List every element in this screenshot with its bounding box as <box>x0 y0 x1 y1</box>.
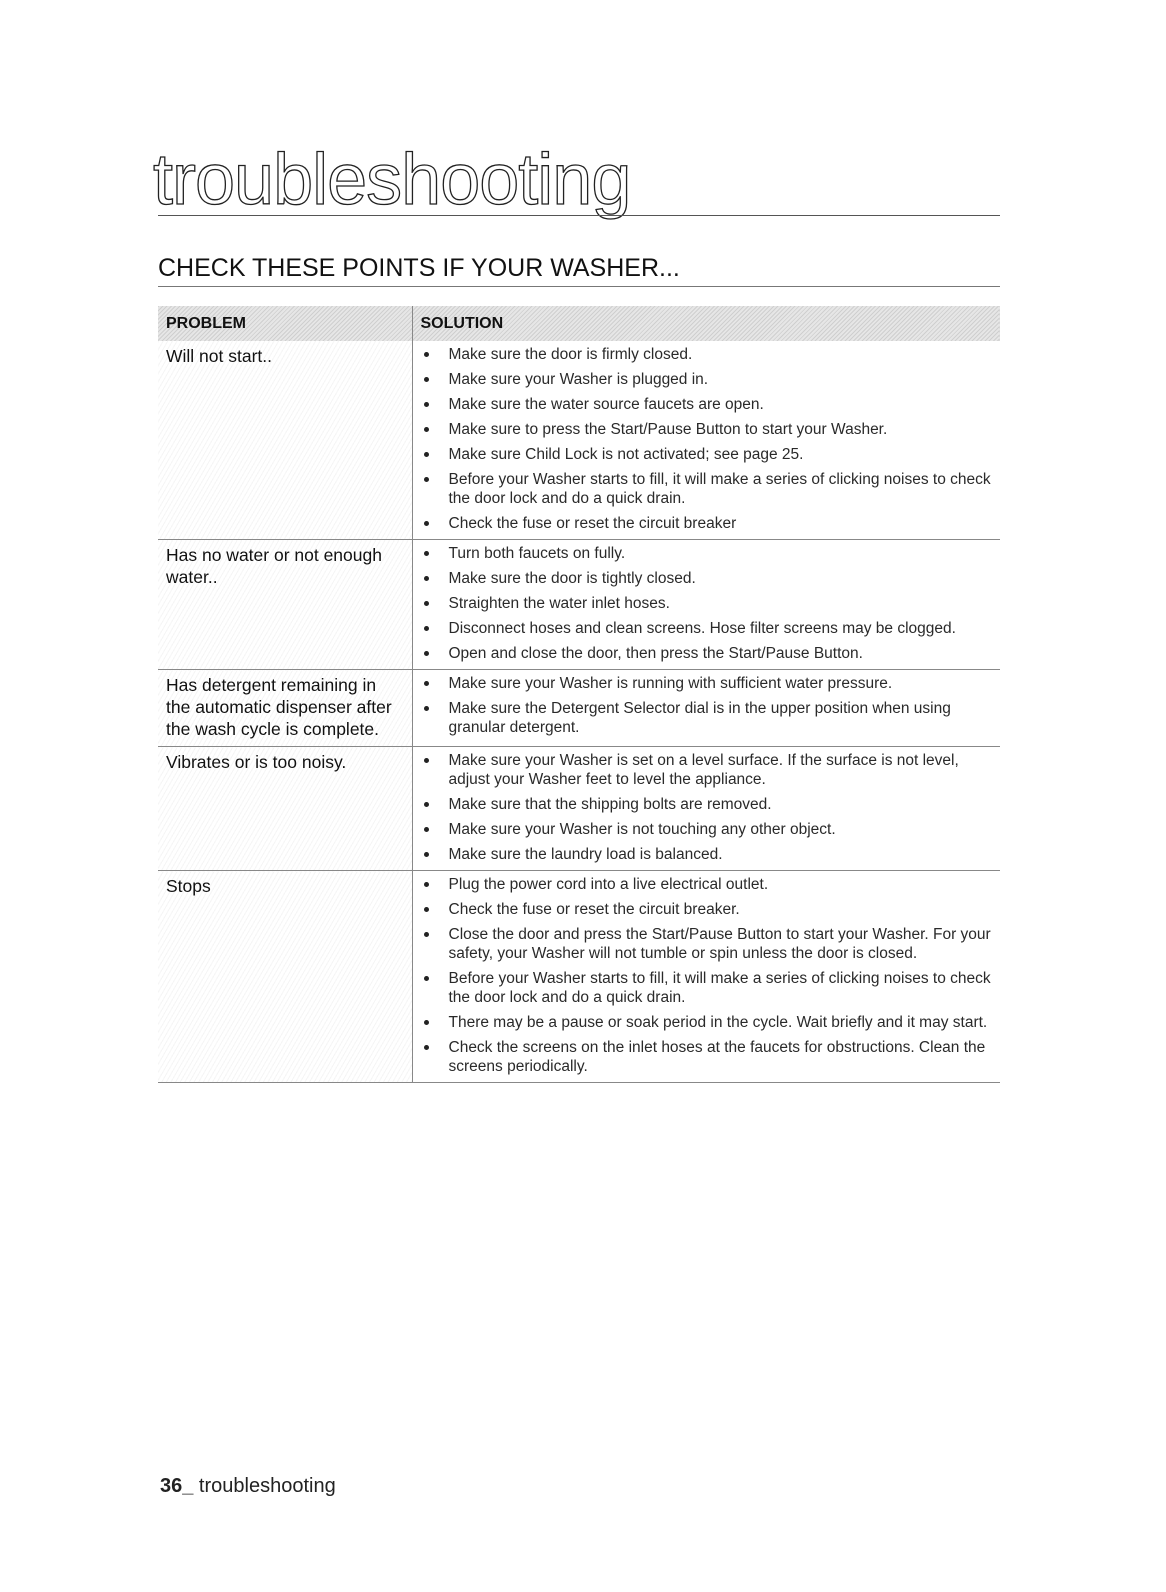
solution-cell <box>412 747 1000 871</box>
table-header-row <box>158 306 1000 341</box>
solution-text: Make sure your Washer is running with sufficient water pressure. <box>448 675 893 692</box>
solution-item <box>413 619 993 638</box>
solution-item <box>413 699 993 737</box>
solution-text: Make sure the door is firmly closed. <box>448 346 693 363</box>
solution-item <box>413 470 993 508</box>
bullet-icon <box>424 706 429 711</box>
solution-text: Make sure to press the Start/Pause Button to start your Washer. <box>448 421 888 438</box>
bullet-icon <box>424 427 429 432</box>
bullet-icon <box>424 626 429 631</box>
solution-item <box>413 420 993 439</box>
bullet-icon <box>424 681 429 686</box>
solution-text: Check the fuse or reset the circuit breaker. <box>448 901 740 918</box>
bullet-icon <box>424 651 429 656</box>
section-heading: CHECK THESE POINTS IF YOUR WASHER... <box>158 254 680 282</box>
solution-item <box>413 925 993 963</box>
solution-item <box>413 1038 993 1076</box>
solution-item <box>413 395 993 414</box>
solution-text: Before your Washer starts to fill, it will make a series of clicking noises to check the door lock and do a quick drain. <box>448 471 991 507</box>
bullet-icon <box>424 601 429 606</box>
footer-section-label: troubleshooting <box>193 1475 336 1497</box>
solution-cell <box>412 670 1000 747</box>
solution-list <box>413 875 993 1076</box>
table-row <box>158 540 1000 670</box>
bullet-icon <box>424 802 429 807</box>
solution-text: Disconnect hoses and clean screens. Hose filter screens may be clogged. <box>448 620 956 637</box>
solution-text: Make sure your Washer is plugged in. <box>448 371 709 388</box>
page-footer <box>160 1475 336 1498</box>
table-row <box>158 871 1000 1083</box>
solution-item <box>413 1013 993 1032</box>
solution-list <box>413 544 993 663</box>
solution-text: Close the door and press the Start/Pause Button to start your Washer. For your safety, your Washer will not tumble or spin unless the door is closed. <box>448 926 991 962</box>
bullet-icon <box>424 576 429 581</box>
solution-text: Turn both faucets on fully. <box>448 545 626 562</box>
solution-text: Open and close the door, then press the Start/Pause Button. <box>448 645 863 662</box>
problem-column-header: PROBLEM <box>158 306 412 341</box>
page-title: troubleshooting <box>153 140 631 220</box>
solution-text: Straighten the water inlet hoses. <box>448 595 670 612</box>
solution-text: Before your Washer starts to fill, it will make a series of clicking noises to check the door lock and do a quick drain. <box>448 970 991 1006</box>
troubleshooting-table <box>158 306 1000 1083</box>
solution-item <box>413 370 993 389</box>
solution-item <box>413 514 993 533</box>
solution-list <box>413 674 993 737</box>
page-number: 36_ <box>160 1475 194 1497</box>
solution-text: Make sure the water source faucets are open. <box>448 396 764 413</box>
solution-text: Make sure that the shipping bolts are removed. <box>448 796 772 813</box>
solution-item <box>413 820 993 839</box>
bullet-icon <box>424 907 429 912</box>
solution-list <box>413 751 993 864</box>
solution-text: Check the screens on the inlet hoses at the faucets for obstructions. Clean the screens periodically. <box>448 1039 986 1075</box>
solution-item <box>413 795 993 814</box>
bullet-icon <box>424 882 429 887</box>
solution-item <box>413 845 993 864</box>
solution-item <box>413 751 993 789</box>
solution-item <box>413 594 993 613</box>
bullet-icon <box>424 352 429 357</box>
bullet-icon <box>424 852 429 857</box>
solution-cell <box>412 871 1000 1083</box>
bullet-icon <box>424 521 429 526</box>
solution-item <box>413 674 993 693</box>
solution-list <box>413 345 993 533</box>
bullet-icon <box>424 1020 429 1025</box>
solution-cell <box>412 540 1000 670</box>
solution-text: Make sure the Detergent Selector dial is in the upper position when using granular detergent. <box>448 700 951 736</box>
solution-item <box>413 569 993 588</box>
solution-text: There may be a pause or soak period in the cycle. Wait briefly and it may start. <box>448 1014 988 1031</box>
problem-cell: Stops <box>158 871 412 1083</box>
solution-text: Make sure the door is tightly closed. <box>448 570 696 587</box>
bullet-icon <box>424 932 429 937</box>
table-row <box>158 747 1000 871</box>
solution-item <box>413 345 993 364</box>
solution-text: Make sure the laundry load is balanced. <box>448 846 723 863</box>
bullet-icon <box>424 452 429 457</box>
problem-cell: Has detergent remaining in the automatic dispenser after the wash cycle is complete. <box>158 670 412 747</box>
table-row <box>158 670 1000 747</box>
bullet-icon <box>424 402 429 407</box>
bullet-icon <box>424 477 429 482</box>
bullet-icon <box>424 1045 429 1050</box>
problem-cell: Will not start.. <box>158 341 412 540</box>
solution-text: Plug the power cord into a live electrical outlet. <box>448 876 769 893</box>
solution-item <box>413 544 993 563</box>
problem-cell: Vibrates or is too noisy. <box>158 747 412 871</box>
solution-column-header: SOLUTION <box>412 306 1000 341</box>
solution-text: Make sure Child Lock is not activated; see page 25. <box>448 446 804 463</box>
solution-cell <box>412 341 1000 540</box>
bullet-icon <box>424 976 429 981</box>
solution-item <box>413 900 993 919</box>
bullet-icon <box>424 377 429 382</box>
table-row <box>158 341 1000 540</box>
solution-text: Make sure your Washer is not touching any other object. <box>448 821 836 838</box>
solution-item <box>413 644 993 663</box>
bullet-icon <box>424 758 429 763</box>
solution-item <box>413 875 993 894</box>
solution-item <box>413 969 993 1007</box>
solution-text: Check the fuse or reset the circuit breaker <box>448 515 737 532</box>
solution-text: Make sure your Washer is set on a level surface. If the surface is not level, adjust your Washer feet to level the appliance. <box>448 752 959 788</box>
bullet-icon <box>424 827 429 832</box>
solution-item <box>413 445 993 464</box>
problem-cell: Has no water or not enough water.. <box>158 540 412 670</box>
title-divider <box>158 215 1000 216</box>
bullet-icon <box>424 551 429 556</box>
section-divider <box>158 286 1000 287</box>
